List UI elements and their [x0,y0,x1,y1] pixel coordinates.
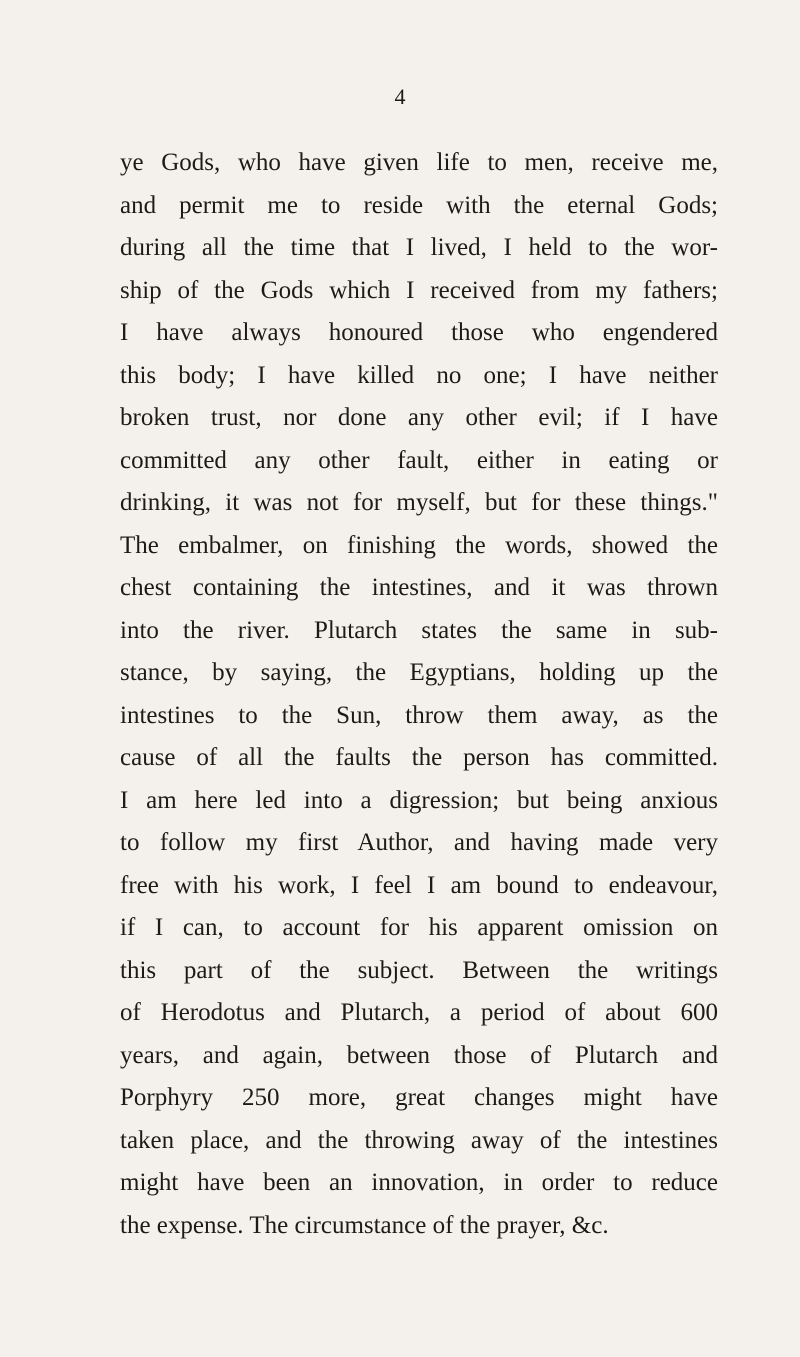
text-line-1: ye Gods, who have given life to men, receive me, [120,149,718,176]
text-line-4: ship of the Gods which I received from my fathers; [120,276,718,304]
text-line-5: I have always honoured those who engendered [120,319,718,346]
text-line-9: drinking, it was not for myself, but for these things." [120,489,718,516]
text-line-6: this body; I have killed no one; I have neither [120,361,718,389]
body-text [120,142,718,1247]
text-line-10: The embalmer, on finishing the words, showed the [120,531,718,559]
text-line-11: chest containing the intestines, and it was thrown [120,574,718,601]
text-line-12: into the river. Plutarch states the same in sub- [120,616,718,644]
text-line-13: stance, by saying, the Egyptians, holding up the [120,659,718,686]
text-line-3: during all the time that I lived, I held to the wor- [120,234,718,261]
text-line-24: taken place, and the throwing away of the intestines [120,1126,718,1154]
text-line-8: committed any other fault, either in eating or [120,446,718,474]
text-line-18: free with his work, I feel I am bound to endeavour, [120,871,718,899]
text-line-7: broken trust, nor done any other evil; if I have [120,404,718,431]
text-line-15: cause of all the faults the person has committed. [120,744,718,771]
text-line-23: Porphyry 250 more, great changes might have [120,1084,718,1111]
page-number: 4 [394,84,406,109]
text-line-25: might have been an innovation, in order to reduce [120,1169,718,1196]
text-line-21: of Herodotus and Plutarch, a period of about 600 [120,999,718,1026]
text-line-19: if I can, to account for his apparent omission on [120,914,718,941]
text-line-26: the expense. The circumstance of the prayer, &c. [120,1211,609,1239]
text-line-14: intestines to the Sun, throw them away, as the [120,701,718,729]
text-line-17: to follow my first Author, and having made very [120,829,718,856]
text-line-2: and permit me to reside with the eternal Gods; [120,191,718,219]
text-line-22: years, and again, between those of Plutarch and [120,1041,718,1069]
text-line-20: this part of the subject. Between the writings [120,956,718,984]
text-line-16: I am here led into a digression; but being anxious [120,786,718,814]
